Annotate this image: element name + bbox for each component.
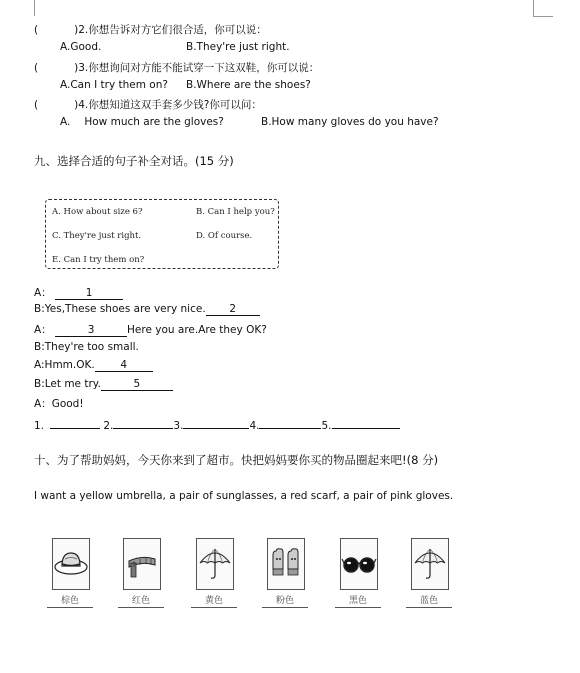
option-e: E. Can I try them on? — [52, 255, 145, 265]
dialogue-line-3: A： 3 Here you are.Are they OK? — [34, 324, 267, 336]
answer-blank-2[interactable] — [113, 416, 173, 429]
section-9-title: 九、选择合适的句子补全对话。(15 分) — [34, 154, 234, 168]
gloves-icon[interactable] — [267, 538, 305, 590]
blank-3[interactable]: 3 — [55, 324, 127, 337]
dialogue-line-4: B:They're too small. — [34, 341, 139, 353]
question-4-option-a: A. How much are the gloves? — [60, 116, 224, 128]
page-corner-mark-right-h — [533, 16, 553, 17]
scarf-icon[interactable] — [123, 538, 161, 590]
shopping-sentence: I want a yellow umbrella, a pair of sunglasses, a red scarf, a pair of pink gloves. — [34, 490, 454, 502]
page-corner-mark-right — [533, 0, 534, 16]
umbrella-icon[interactable] — [411, 538, 449, 590]
caption-pink: 粉色 — [262, 593, 308, 608]
sunglasses-icon[interactable] — [340, 538, 378, 590]
dialogue-line-1: A： 1 — [34, 285, 123, 300]
dialogue-line-6: B:Let me try. 5 — [34, 378, 173, 391]
answer-line: 1. 2. 3. 4. 5. — [34, 416, 400, 432]
option-c: C. They're just right. — [52, 231, 142, 241]
section-10-title: 十、为了帮助妈妈，今天你来到了超市。快把妈妈要你买的物品圈起来吧!(8 分) — [34, 453, 439, 467]
question-2-option-a: A.Good. — [60, 41, 102, 53]
dialogue-line-5: A:Hmm.OK. 4 — [34, 359, 153, 372]
answer-blank-4[interactable] — [259, 416, 321, 429]
question-4: ( )4.你想知道这双手套多少钱?你可以问： — [34, 99, 262, 111]
blank-4[interactable]: 4 — [95, 359, 153, 372]
answer-blank-1[interactable] — [50, 416, 100, 429]
caption-red: 红色 — [118, 593, 164, 608]
option-d: D. Of course. — [196, 231, 253, 241]
caption-black: 黑色 — [335, 593, 381, 608]
question-4-option-b: B.How many gloves do you have? — [261, 116, 439, 128]
umbrella-icon[interactable] — [196, 538, 234, 590]
blank-2[interactable]: 2 — [206, 303, 260, 316]
caption-brown: 棕色 — [47, 593, 93, 608]
blank-5[interactable]: 5 — [101, 378, 173, 391]
hat-icon[interactable] — [52, 538, 90, 590]
question-3-option-b: B.Where are the shoes? — [186, 79, 311, 91]
option-a: A. How about size 6? — [52, 207, 143, 217]
question-3-option-a: A.Can I try them on? — [60, 79, 168, 91]
question-2: ( )2.你想告诉对方它们很合适，你可以说： — [34, 24, 267, 36]
dialogue-line-7: A：Good! — [34, 398, 84, 410]
page-corner-mark-left — [34, 0, 35, 16]
blank-1[interactable]: 1 — [55, 287, 123, 300]
answer-blank-5[interactable] — [332, 416, 400, 429]
caption-blue: 蓝色 — [406, 593, 452, 608]
question-3: ( )3.你想询问对方能不能试穿一下这双鞋，你可以说： — [34, 62, 320, 74]
caption-yellow: 黄色 — [191, 593, 237, 608]
answer-blank-3[interactable] — [183, 416, 249, 429]
dialogue-line-2: B:Yes,These shoes are very nice. 2 — [34, 303, 260, 316]
option-b: B. Can I help you? — [196, 207, 275, 217]
question-2-option-b: B.They're just right. — [186, 41, 290, 53]
